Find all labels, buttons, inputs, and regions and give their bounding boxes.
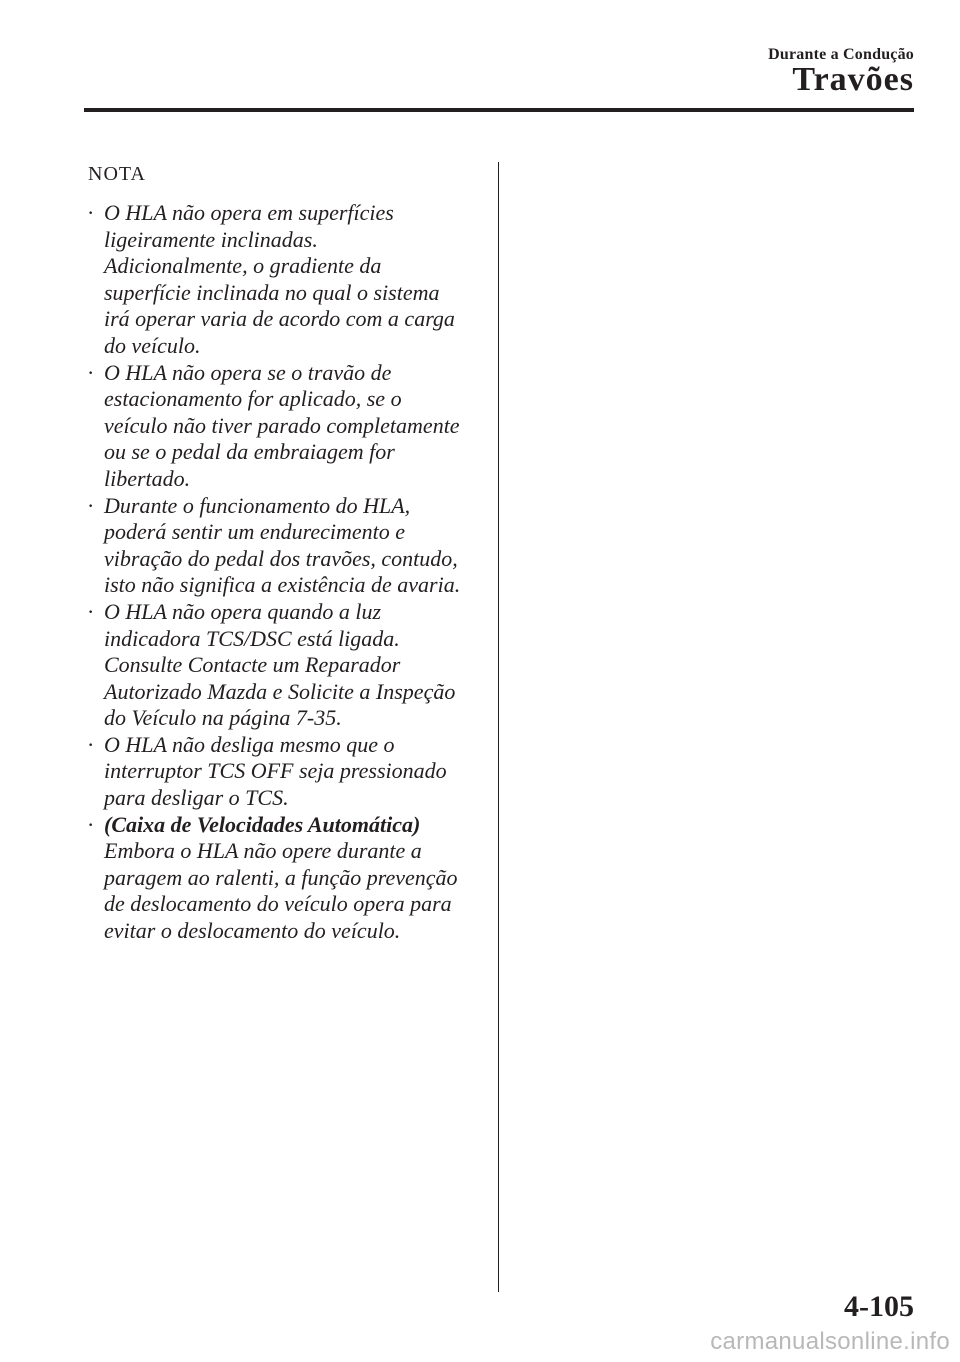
note-line: O HLA não opera em superfícies [104,200,394,225]
bullet-icon: · [87,359,95,385]
note-list [84,200,474,945]
note-line: isto não significa a existência de avaria. [104,572,461,598]
note-line: estacionamento for aplicado, se o [104,386,402,412]
note-line: O HLA não desliga mesmo que o [104,731,395,757]
note-line: O HLA não opera se o travão de [104,359,392,385]
note-item [84,493,474,599]
note-line: libertado. [104,465,191,491]
note-line: poderá sentir um endurecimento e [104,519,406,545]
note-item [84,812,474,945]
note-line: Durante o funcionamento do HLA, [104,492,411,518]
page-number: 4-105 [844,1290,914,1323]
note-line-bold: (Caixa de Velocidades Automática) [104,811,421,837]
watermark: carmanualsonline.info [710,1328,950,1355]
note-line: do Veículo na página 7-35. [104,705,342,731]
note-line: ligeiramente inclinadas. [104,226,318,252]
note-line: evitar o deslocamento do veículo. [104,918,401,944]
bullet-icon: · [87,598,95,624]
note-line: O HLA não opera quando a luz [104,598,382,624]
note-line: superfície inclinada no qual o sistema [104,279,440,305]
note-item [84,599,474,732]
note-item [84,360,474,493]
note-line: de deslocamento do veículo opera para [104,891,452,917]
left-column [84,160,474,945]
header-rule [84,108,914,112]
bullet-icon: · [87,200,95,225]
note-line: para desligar o TCS. [104,785,289,811]
note-line: Autorizado Mazda e Solicite a Inspeção [104,678,456,704]
chapter-title: Travões [792,61,914,98]
note-line: vibração do pedal dos travões, contudo, [104,545,458,571]
note-heading: NOTA [88,163,146,185]
bullet-icon: · [87,811,95,837]
note-line: Consulte Contacte um Reparador [104,652,401,678]
note-line: veículo não tiver parado completamente [104,412,460,438]
note-item [84,200,474,360]
section-label: Durante a Condução [768,46,914,63]
note-item [84,732,474,812]
bullet-icon: · [87,492,95,518]
column-rule [498,162,499,1292]
note-line: Embora o HLA não opere durante a [104,838,422,864]
note-line: irá operar varia de acordo com a carga [104,306,455,332]
note-line: Adicionalmente, o gradiente da [104,253,382,279]
note-line: paragem ao ralenti, a função prevenção [104,864,458,890]
note-line: indicadora TCS/DSC está ligada. [104,625,400,651]
note-line: interruptor TCS OFF seja pressionado [104,758,447,784]
note-line: ou se o pedal da embraiagem for [104,439,395,465]
note-line: do veículo. [104,332,201,358]
bullet-icon: · [87,731,95,757]
